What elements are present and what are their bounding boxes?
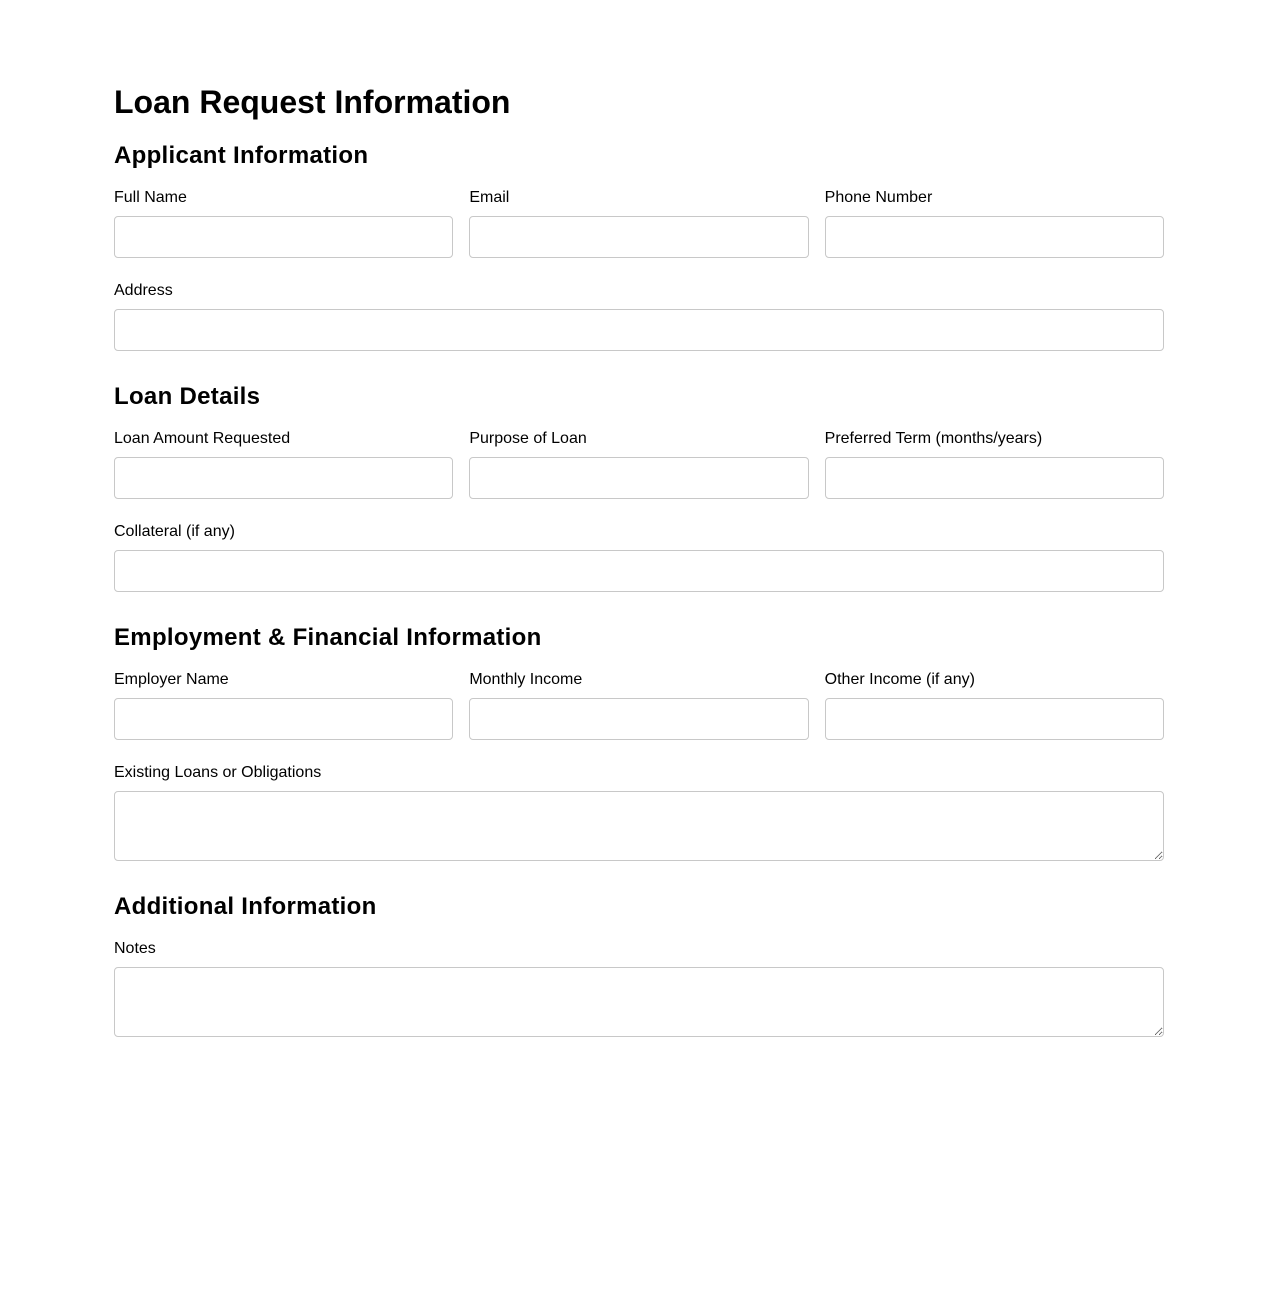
other-income-label: Other Income (if any) <box>824 671 975 688</box>
existing-loans-label: Existing Loans or Obligations <box>114 764 322 781</box>
loan-amount-input[interactable] <box>114 457 453 499</box>
section-additional-information <box>114 892 1164 1037</box>
existing-loans-textarea[interactable] <box>114 791 1164 861</box>
employer-name-input[interactable] <box>114 698 453 740</box>
other-income-input[interactable] <box>825 698 1164 740</box>
collateral-input[interactable] <box>114 550 1164 592</box>
phone-number-input[interactable] <box>825 216 1164 258</box>
loan-purpose-input[interactable] <box>469 457 808 499</box>
address-input[interactable] <box>114 309 1164 351</box>
loan-amount-label: Loan Amount Requested <box>114 430 291 447</box>
section-employment-financial <box>114 623 1164 861</box>
notes-label: Notes <box>114 940 156 957</box>
full-name-label: Full Name <box>114 189 187 206</box>
section-heading: Additional Information <box>114 893 377 920</box>
monthly-income-input[interactable] <box>469 698 808 740</box>
collateral-label: Collateral (if any) <box>114 523 235 540</box>
loan-purpose-label: Purpose of Loan <box>469 430 587 447</box>
full-name-input[interactable] <box>114 216 453 258</box>
notes-textarea[interactable] <box>114 967 1164 1037</box>
preferred-term-label: Preferred Term (months/years) <box>824 430 1043 447</box>
email-input[interactable] <box>469 216 808 258</box>
loan-request-form <box>114 0 1164 1037</box>
monthly-income-label: Monthly Income <box>469 671 583 688</box>
section-loan-details <box>114 382 1164 592</box>
page-title: Loan Request Information <box>114 84 511 120</box>
preferred-term-input[interactable] <box>825 457 1164 499</box>
section-applicant-information <box>114 141 1164 351</box>
address-label: Address <box>114 282 173 299</box>
phone-number-label: Phone Number <box>824 189 933 206</box>
section-heading: Applicant Information <box>114 142 369 169</box>
employer-name-label: Employer Name <box>114 671 229 688</box>
section-heading: Employment & Financial Information <box>114 624 542 651</box>
section-heading: Loan Details <box>114 383 261 410</box>
email-label: Email <box>469 189 510 206</box>
